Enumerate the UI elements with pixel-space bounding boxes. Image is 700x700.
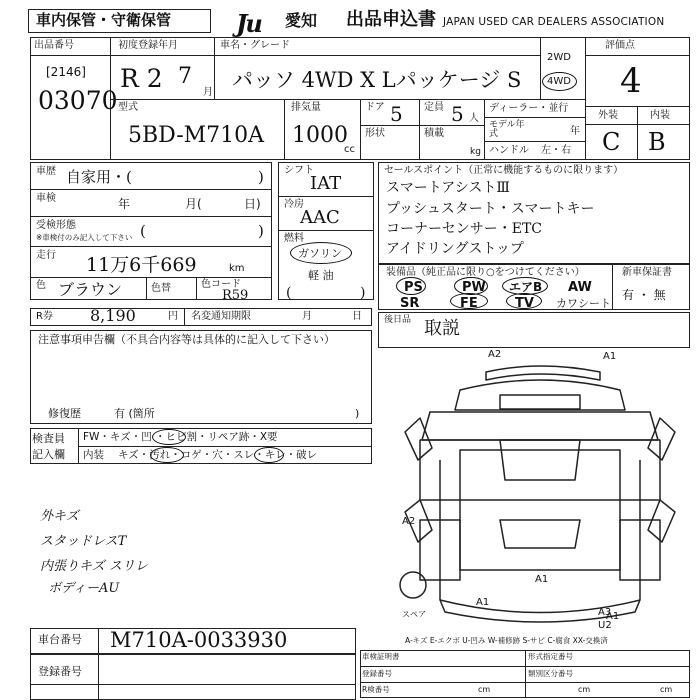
inspector-ext-row: FW・キズ・凹 ・ヒビ割・リペア跡・X要 — [83, 431, 278, 443]
footer-unit-2: cm — [578, 685, 591, 694]
remark-4: ボディーAU — [48, 581, 120, 596]
exterior-grade-label: 外装 — [598, 110, 618, 121]
registration-month-unit: 月 — [203, 87, 213, 98]
equip-ps: PS — [404, 280, 423, 295]
remark-3: 内張りキズ スリレ — [40, 559, 148, 574]
interior-grade-label: 内装 — [650, 110, 670, 121]
transfer-label: 受検形態 — [36, 220, 76, 231]
notes-label: 注意事項申告欄（不具合内容等は具体的に記入して下さい） — [38, 333, 335, 346]
map-label-a1-top: A1 — [603, 351, 617, 362]
color-value: ブラウン — [58, 280, 123, 299]
type-code-value: 5BD-M710A — [128, 123, 265, 148]
transfer-open: ( — [140, 222, 146, 240]
capacity-unit: 人 — [469, 113, 479, 124]
interior-grade: B — [648, 128, 666, 156]
inspection-month-unit: 月( — [185, 197, 202, 211]
inspector-label-1: 検査員 — [32, 432, 65, 445]
inspector-int-row: キズ・汚れ・コゲ・穴・スレ・キレ・破レ — [118, 449, 318, 461]
model-name-grade: パッソ 4WD X Lパッケージ S — [232, 68, 522, 92]
type-code-label: 型式 — [118, 102, 138, 113]
handle-value: 左・右 — [541, 145, 571, 156]
equip-fe: FE — [460, 296, 478, 311]
lot-number-label: 出品番号 — [34, 40, 74, 51]
equip-kawa-seat: カワシート — [556, 297, 611, 310]
inspection-label: 車検 — [36, 193, 56, 204]
storage-label: 車内保管・守衛保管 — [36, 11, 172, 29]
new-warranty-label: 新車保証書 — [622, 267, 672, 278]
loading-unit: kg — [470, 147, 481, 157]
fuel-open: ( — [286, 285, 292, 301]
footer-left-label-1: 車検証明書 — [362, 652, 400, 661]
map-label-a1-rear: A1 — [535, 574, 549, 585]
score-value: 4 — [620, 61, 642, 101]
loading-label: 積載 — [424, 128, 444, 139]
recycle-unit: 円 — [168, 311, 178, 322]
name-change-day: 日 — [352, 311, 362, 322]
footer-unit-1: cm — [478, 685, 491, 694]
fuel-close: ) — [360, 285, 366, 301]
mileage-label: 走行 — [36, 250, 56, 261]
drive-2wd: 2WD — [547, 52, 571, 63]
equip-airbag: エアB — [509, 280, 543, 294]
doors-value: 5 — [390, 102, 403, 126]
footer-left-label-2: 登録番号 — [362, 669, 392, 678]
equip-sr: SR — [400, 296, 420, 311]
usage-close: ) — [258, 168, 264, 186]
color-code-label: 色コード — [201, 279, 241, 290]
remark-2: スタッドレスT — [40, 534, 127, 549]
repair-value: 有 (箇所 — [114, 407, 155, 420]
name-change-label: 名変通知期限 — [191, 311, 251, 322]
remark-1: 外キズ — [40, 509, 79, 524]
usage-label: 車歴 — [36, 166, 56, 177]
damage-legend: A-キズ E-エクボ U-凹み W-補修跡 S-サビ C-腐食 XX-交換済 — [405, 636, 608, 645]
selling-point-2: プッシュスタート・スマートキー — [386, 201, 595, 217]
displacement-label: 排気量 — [291, 102, 321, 113]
capacity-value: 5 — [451, 102, 464, 126]
chassis-label: 車台番号 — [38, 633, 82, 646]
model-year-unit: 年 — [570, 126, 580, 137]
color-label: 色 — [36, 280, 46, 291]
inspector-int-prefix: 内装 — [83, 449, 104, 461]
equip-tv: TV — [515, 296, 534, 311]
footer-right-label-1: 形式指定番号 — [528, 652, 573, 661]
shift-label: シフト — [284, 165, 314, 176]
inspection-day-unit: 日) — [244, 197, 261, 211]
cert-label: 登録番号 — [38, 665, 82, 678]
transfer-note: ※車検付のみ記入して下さい — [36, 233, 133, 242]
capacity-label: 定員 — [424, 102, 444, 113]
recycle-label: R券 — [36, 311, 53, 322]
transfer-close: ) — [258, 222, 264, 240]
map-label-u2: U2 — [598, 620, 612, 631]
selling-points-label: セールスポイント（正常に機能するものに限ります） — [384, 165, 624, 176]
footer-left-label-3: R検番号 — [362, 685, 390, 694]
registration-era-year: R 2 — [120, 64, 163, 93]
accessories-value: 取説 — [424, 318, 460, 339]
exterior-grade: C — [602, 128, 621, 156]
drive-4wd: 4WD — [547, 76, 571, 87]
doors-label: ドア — [365, 102, 385, 113]
inspector-label-2: 記入欄 — [32, 448, 65, 461]
map-label-a2-side: A2 — [402, 516, 416, 527]
selling-point-4: アイドリングストップ — [386, 241, 524, 257]
sheet-title: 出品申込書 — [346, 9, 436, 30]
registration-label: 初度登録年月 — [118, 40, 178, 51]
map-label-a1-br: A1 — [606, 611, 620, 622]
equipment-label: 装備品（純正品に限り○をつけてください） — [386, 267, 585, 278]
footer-right-label-2: 類別区分番号 — [528, 669, 573, 678]
equip-pw: PW — [462, 280, 486, 295]
inspection-year-unit: 年 — [118, 197, 131, 211]
warranty-value: 有 ・ 無 — [622, 288, 666, 302]
usage-value: 自家用・( — [66, 168, 132, 186]
org-name: 愛知 — [285, 11, 318, 30]
shift-value: IAT — [310, 173, 342, 194]
selling-point-1: スマートアシストⅢ — [386, 180, 510, 196]
lot-sub-number: [2146] — [46, 65, 86, 79]
repair-label: 修復歴 — [48, 407, 81, 420]
lot-number: 03070 — [38, 86, 118, 115]
fuel-label: 燃料 — [284, 233, 304, 244]
aircon-label: 冷房 — [284, 199, 304, 210]
chassis-value: M710A-0033930 — [110, 628, 288, 652]
color-change-label: 色替 — [151, 283, 171, 294]
selling-point-3: コーナーセンサー・ETC — [386, 221, 542, 237]
handle-label: ハンドル — [489, 145, 529, 156]
mileage-unit: km — [229, 263, 245, 274]
mileage-value: 11万6千669 — [86, 254, 197, 276]
map-label-a3: A3 — [598, 607, 612, 618]
displacement-value: 1000 — [292, 123, 348, 148]
name-change-month: 月 — [302, 311, 312, 322]
dealer-label: ディーラー・並行 — [489, 103, 569, 114]
registration-month: 7 — [178, 64, 192, 89]
displacement-unit: cc — [344, 144, 355, 155]
spare-label: スペア — [402, 610, 426, 619]
association-name: JAPAN USED CAR DEALERS ASSOCIATION — [443, 16, 665, 28]
score-label: 評価点 — [605, 40, 635, 51]
shape-label: 形状 — [365, 128, 385, 139]
map-label-a2-top: A2 — [488, 349, 502, 360]
map-label-a1-bl: A1 — [476, 597, 490, 608]
accessories-label: 後日品 — [384, 315, 412, 325]
ju-logo-mark: Ju — [236, 9, 261, 38]
footer-unit-3: cm — [660, 685, 673, 694]
fuel-gasoline: ガソリン — [298, 247, 342, 260]
model-label: 車名・グレード — [220, 40, 290, 51]
fuel-diesel: 軽 油 — [308, 269, 334, 282]
color-code: R59 — [222, 288, 249, 303]
repair-close: ) — [355, 407, 360, 420]
recycle-value: 8,190 — [90, 306, 136, 325]
equip-aw: AW — [568, 280, 592, 295]
aircon-value: AAC — [300, 207, 340, 228]
model-year-label: モデル年式 — [489, 120, 525, 140]
